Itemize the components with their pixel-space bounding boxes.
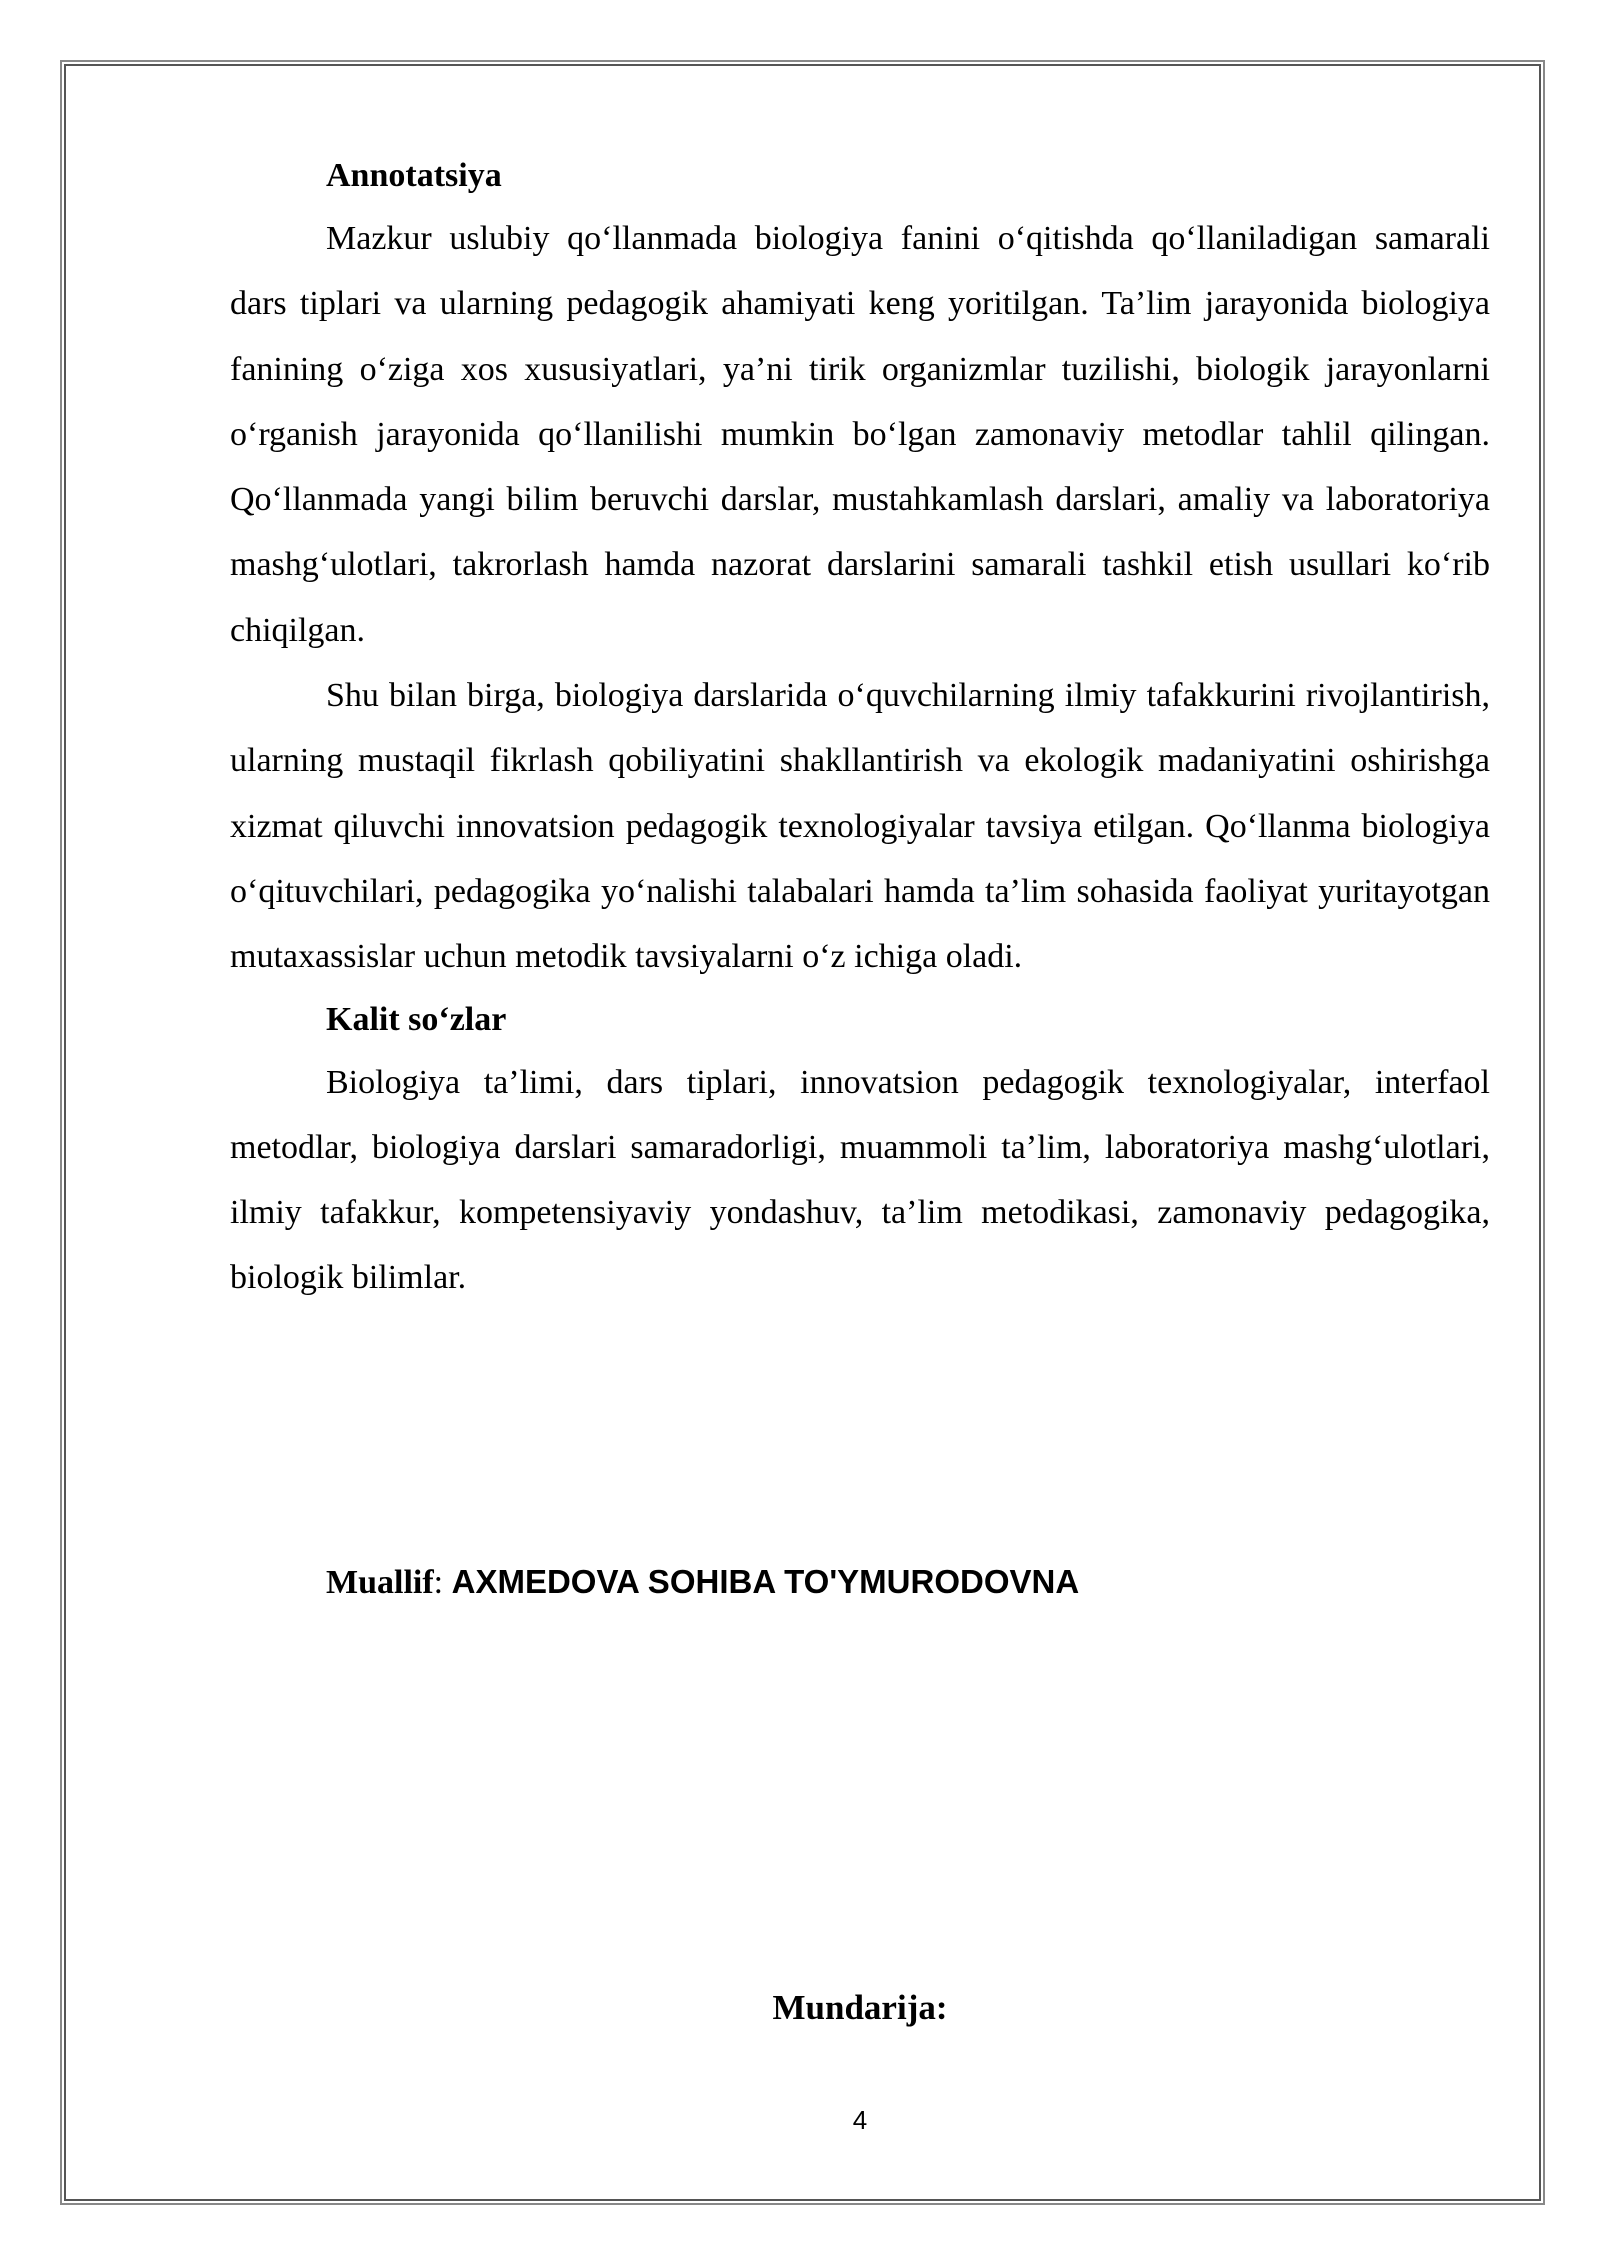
author-name: AXMEDOVA SOHIBA TO'YMURODOVNA — [451, 1563, 1080, 1600]
document-body — [230, 146, 1490, 1311]
keywords-heading: Kalit so‘zlar — [326, 1000, 507, 1038]
author-line — [326, 1552, 1079, 1613]
toc-title: Mundarija: — [772, 1988, 948, 2027]
annotation-heading: Annotatsiya — [326, 157, 502, 194]
annotation-paragraph-1: Mazkur uslubiy qo‘llanmada biologiya fanini o‘qitishda qo‘llaniladigan samarali dars tiplari va ularning pedagogik ahamiyati keng yoritilgan. Ta’lim jarayonida biologiya fanining o‘ziga xos xususiyatlari, ya’ni tirik organizmlar tuzilishi, biologik jarayonlarni o‘rganish jarayonida qo‘llanilishi mumkin bo‘lgan zamonaviy metodlar tahlil qilingan. Qo‘llanmada yangi bilim beruvchi darslar, mustahkamlash darslari, amaliy va laboratoriya mashg‘ulotlari, takrorlash hamda nazorat darslarini samarali tashkil etish usullari ko‘rib chiqilgan. — [230, 220, 1490, 649]
keywords-text: Biologiya ta’limi, dars tiplari, innovatsion pedagogik texnologiyalar, interfaol metodlar, biologiya darslari samaradorligi, muammoli ta’lim, laboratoriya mashg‘ulotlari, ilmiy tafakkur, kompetensiyaviy yondashuv, ta’lim metodikasi, zamonaviy pedagogika, biologik bilimlar. — [230, 1063, 1490, 1297]
annotation-paragraph-2: Shu bilan birga, biologiya darslarida o‘quvchilarning ilmiy tafakkurini rivojlantirish, ularning mustaqil fikrlash qobiliyatini shakllantirish va ekologik madaniyatini oshirishga xizmat qiluvchi innovatsion pedagogik texnologiyalar tavsiya etilgan. Qo‘llanma biologiya o‘qituvchilari, pedagogika yo‘nalishi talabalari hamda ta’lim sohasida faoliyat yuritayotgan mutaxassislar uchun metodik tavsiyalarni o‘z ichiga oladi. — [230, 677, 1490, 976]
author-label: Muallif — [326, 1564, 434, 1601]
author-separator: : — [433, 1564, 444, 1601]
page-number: 4 — [852, 2105, 868, 2135]
